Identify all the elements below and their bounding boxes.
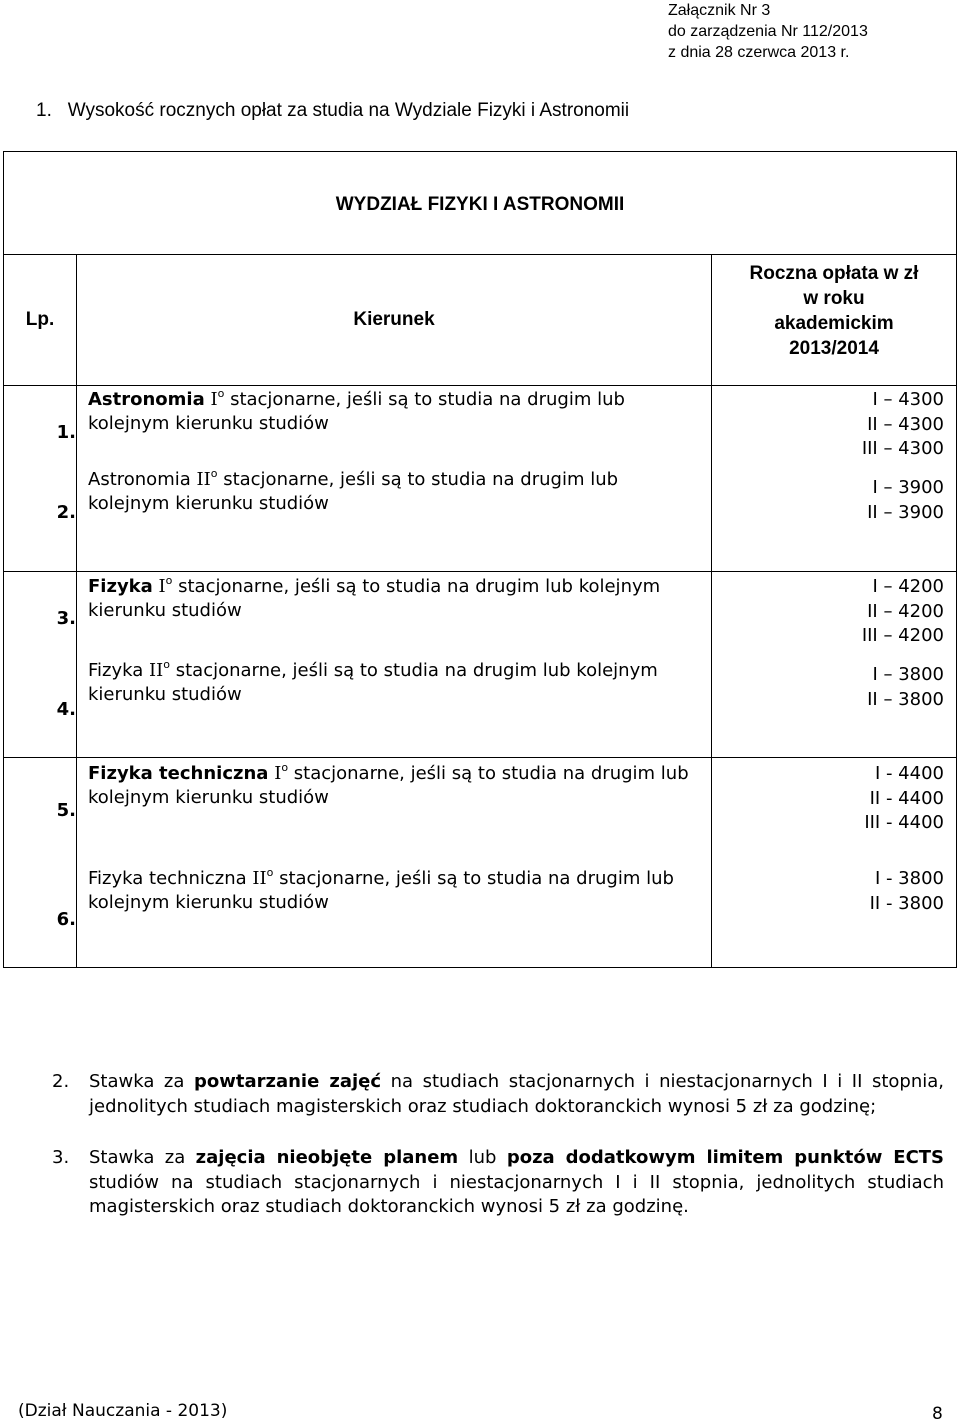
column-header-fee: Roczna opłata w zł w roku akademickim 2013/2014 bbox=[712, 255, 957, 386]
attachment-line-1: Załącznik Nr 3 bbox=[668, 2, 771, 19]
program-level: I bbox=[274, 763, 282, 784]
program-description: stacjonarne, jeśli są to studia na drugim lub kolejnym kierunku studiów bbox=[88, 868, 674, 913]
rate-text bbox=[89, 1070, 944, 1119]
program-entry bbox=[88, 468, 705, 516]
program-description: stacjonarne, jeśli są to studia na drugim lub kolejnym kierunku studiów bbox=[88, 389, 625, 434]
row-number: 6. bbox=[56, 909, 76, 930]
section-title: Wysokość rocznych opłat za studia na Wydziale Fizyki i Astronomii bbox=[67, 100, 630, 121]
row-number: 2. bbox=[56, 502, 76, 523]
section-heading bbox=[36, 100, 629, 122]
rate-emphasis: zajęcia nieobjęte planem bbox=[195, 1147, 459, 1168]
program-entry bbox=[88, 762, 705, 810]
degree-mark: o bbox=[165, 574, 173, 587]
fee-cell bbox=[712, 758, 957, 968]
fee-amount: I – 4200 bbox=[872, 576, 944, 597]
program-cell bbox=[77, 758, 712, 968]
rate-number: 2. bbox=[52, 1071, 70, 1092]
table-row-group bbox=[4, 758, 957, 968]
page-number: 8 bbox=[932, 1404, 943, 1424]
footer-department: (Dział Nauczania - 2013) bbox=[18, 1401, 228, 1421]
rate-segment: na studiach stacjonarnych i niestacjonarnych I i II stopnia, jednolitych studiach magisterskich oraz studiach doktoranckich wynosi 5 zł za godzinę; bbox=[89, 1071, 945, 1117]
fee-list bbox=[864, 762, 944, 836]
program-level: I bbox=[210, 389, 218, 410]
rate-paragraph bbox=[52, 1070, 944, 1119]
fee-amount: I - 3800 bbox=[874, 868, 944, 889]
row-number: 1. bbox=[56, 422, 76, 443]
fee-list bbox=[862, 388, 944, 462]
degree-mark: o bbox=[217, 387, 225, 400]
lp-cell bbox=[4, 386, 77, 572]
fee-list bbox=[867, 663, 944, 712]
fee-amount: II – 3800 bbox=[867, 688, 944, 710]
fee-amount: II - 4400 bbox=[869, 787, 944, 809]
rate-text bbox=[89, 1146, 944, 1220]
program-description: stacjonarne, jeśli są to studia na drugim lub kolejnym kierunku studiów bbox=[88, 576, 661, 621]
faculty-header: WYDZIAŁ FIZYKI I ASTRONOMII bbox=[4, 152, 957, 255]
fees-table bbox=[3, 151, 957, 968]
section-number: 1. bbox=[36, 100, 52, 121]
fee-amount: II – 4200 bbox=[867, 600, 944, 622]
lp-cell bbox=[4, 572, 77, 758]
program-description: stacjonarne, jeśli są to studia na drugim lub kolejnym kierunku studiów bbox=[88, 469, 619, 514]
fee-amount: II - 3800 bbox=[869, 892, 944, 914]
rate-emphasis: poza dodatkowym limitem punktów ECTS bbox=[506, 1147, 945, 1168]
rate-emphasis: powtarzanie zajęć bbox=[193, 1071, 382, 1092]
program-cell bbox=[77, 386, 712, 572]
row-number: 3. bbox=[56, 608, 76, 629]
program-name: Astronomia bbox=[88, 469, 191, 490]
attachment-line-2: do zarządzenia Nr 112/2013 bbox=[668, 23, 868, 40]
fee-amount: II – 4300 bbox=[867, 413, 944, 435]
program-description: stacjonarne, jeśli są to studia na drugim lub kolejnym kierunku studiów bbox=[88, 763, 689, 808]
fee-cell bbox=[712, 572, 957, 758]
fee-amount: I – 4300 bbox=[872, 389, 944, 410]
rate-segment: lub bbox=[458, 1147, 507, 1168]
degree-mark: o bbox=[281, 761, 289, 774]
program-name: Fizyka techniczna bbox=[88, 763, 269, 784]
column-header-kierunek: Kierunek bbox=[77, 255, 712, 386]
row-number: 4. bbox=[56, 699, 76, 720]
fee-list bbox=[862, 575, 944, 649]
attachment-note bbox=[668, 0, 868, 63]
table-row-group bbox=[4, 386, 957, 572]
program-entry bbox=[88, 575, 705, 623]
program-name: Fizyka techniczna bbox=[88, 868, 247, 889]
program-level: I bbox=[158, 576, 166, 597]
rate-paragraph bbox=[52, 1146, 944, 1220]
program-name: Fizyka bbox=[88, 576, 153, 597]
rate-segment: Stawka za bbox=[89, 1147, 196, 1168]
fee-amount: I - 4400 bbox=[874, 763, 944, 784]
program-cell bbox=[77, 572, 712, 758]
fee-amount: II – 3900 bbox=[867, 501, 944, 523]
fee-amount: III – 4300 bbox=[861, 438, 944, 459]
degree-mark: o bbox=[266, 866, 274, 879]
program-description: stacjonarne, jeśli są to studia na drugim lub kolejnym kierunku studiów bbox=[88, 660, 658, 705]
program-level: II bbox=[196, 469, 211, 490]
fee-amount: III - 4400 bbox=[864, 812, 944, 833]
row-number: 5. bbox=[56, 800, 76, 821]
degree-mark: o bbox=[210, 467, 218, 480]
rate-segment: Stawka za bbox=[89, 1071, 194, 1092]
lp-cell bbox=[4, 758, 77, 968]
degree-mark: o bbox=[163, 658, 170, 671]
fee-list bbox=[867, 476, 944, 525]
column-header-lp: Lp. bbox=[4, 255, 77, 386]
table-row-group bbox=[4, 572, 957, 758]
program-entry bbox=[88, 388, 705, 436]
attachment-line-3: z dnia 28 czerwca 2013 r. bbox=[668, 44, 850, 61]
rate-segment: studiów na studiach stacjonarnych i niestacjonarnych I i II stopnia, jednolitych studiach magisterskich oraz studiach doktoranckich wynosi 5 zł za godzinę. bbox=[89, 1171, 944, 1217]
fee-amount: I – 3800 bbox=[872, 664, 944, 685]
fee-amount: III – 4200 bbox=[861, 625, 944, 646]
program-name: Fizyka bbox=[88, 660, 144, 681]
fee-list bbox=[870, 867, 944, 916]
fee-cell bbox=[712, 386, 957, 572]
program-level: II bbox=[149, 660, 164, 681]
program-entry bbox=[88, 867, 705, 915]
program-entry bbox=[88, 659, 705, 707]
fee-amount: I – 3900 bbox=[872, 477, 944, 498]
program-level: II bbox=[252, 868, 267, 889]
rate-number: 3. bbox=[52, 1147, 70, 1168]
program-name: Astronomia bbox=[88, 389, 205, 410]
